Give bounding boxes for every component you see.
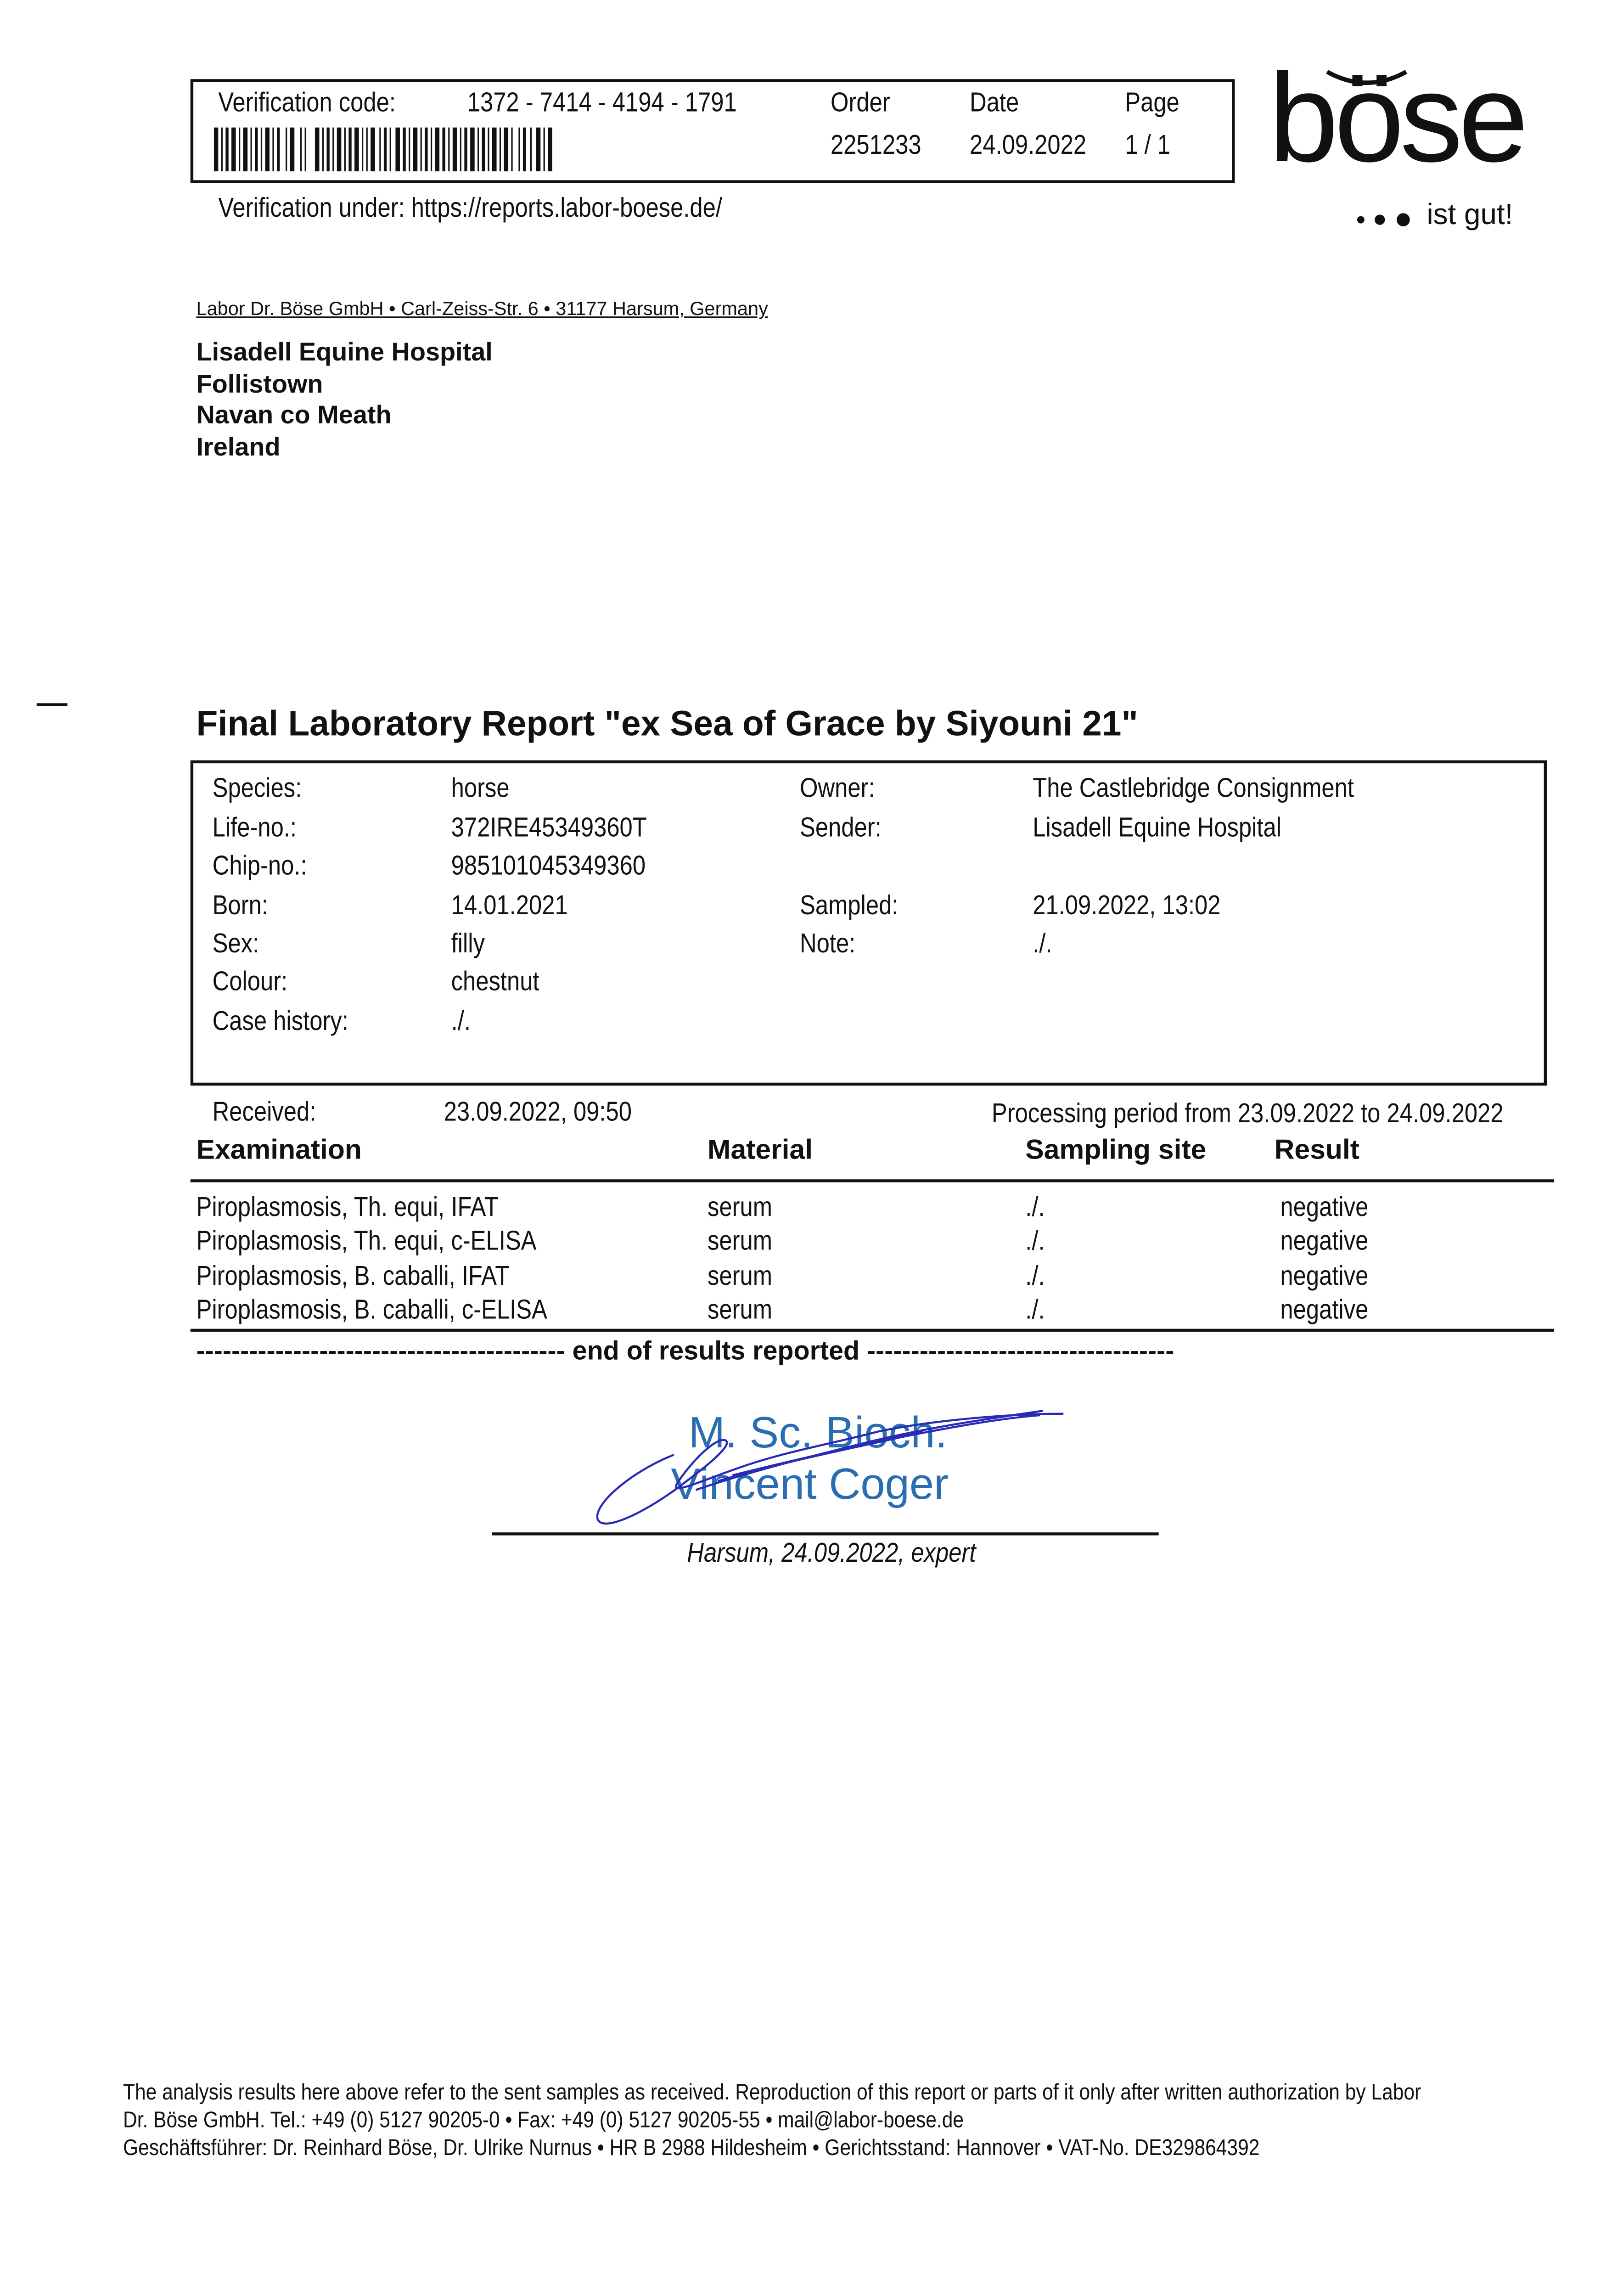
logo-dots-icon	[1355, 209, 1419, 230]
order-value: 2251233	[830, 129, 921, 160]
recipient-address-line: Navan co Meath	[196, 400, 392, 429]
recipient-name: Lisadell Equine Hospital	[196, 337, 493, 366]
note-value: ./.	[1033, 927, 1052, 958]
column-header-result: Result	[1274, 1135, 1359, 1166]
order-label: Order	[830, 86, 890, 118]
born-label: Born:	[212, 889, 268, 920]
sampled-label: Sampled:	[799, 889, 899, 920]
signature-line	[492, 1532, 1159, 1535]
species-value: horse	[451, 772, 510, 803]
column-header-sampling-site: Sampling site	[1025, 1135, 1207, 1166]
case-history-label: Case history:	[212, 1005, 348, 1036]
verification-code: 1372 - 7414 - 4194 - 1791	[467, 86, 737, 118]
signature-stamp-line: Vincent Coger	[671, 1459, 949, 1508]
sampling-site-cell: ./.	[1025, 1225, 1045, 1256]
life-no-label: Life-no.:	[212, 811, 297, 843]
material-cell: serum	[707, 1225, 773, 1256]
sampling-site-cell: ./.	[1025, 1260, 1045, 1291]
colour-value: chestnut	[451, 965, 539, 996]
result-cell: negative	[1280, 1225, 1369, 1256]
sex-value: filly	[451, 927, 485, 958]
processing-period: Processing period from 23.09.2022 to 24.09.2022	[991, 1097, 1504, 1128]
animal-info-box	[191, 760, 1547, 1086]
born-value: 14.01.2021	[451, 889, 568, 920]
signature-caption: Harsum, 24.09.2022, expert	[687, 1536, 976, 1568]
signature-block	[586, 1399, 1084, 1538]
sender-value: Lisadell Equine Hospital	[1033, 811, 1282, 843]
verification-url: Verification under: https://reports.labor-boese.de/	[218, 191, 722, 223]
table-bottom-rule	[191, 1329, 1554, 1332]
examination-cell: Piroplasmosis, B. caballi, IFAT	[196, 1260, 510, 1291]
date-label: Date	[970, 86, 1019, 118]
result-cell: negative	[1280, 1294, 1369, 1325]
footer-line: Dr. Böse GmbH. Tel.: +49 (0) 5127 90205-0 • Fax: +49 (0) 5127 90205-55 • mail@labor-boese.de	[123, 2108, 964, 2133]
end-of-results-marker: ------------------------------------------ end of results reported -----------------------------------	[196, 1336, 1174, 1366]
signature-stamp-line: M. Sc. Bioch.	[688, 1408, 948, 1458]
logo-tagline: ist gut!	[1426, 199, 1513, 232]
colour-label: Colour:	[212, 965, 288, 996]
species-label: Species:	[212, 772, 302, 803]
sampling-site-cell: ./.	[1025, 1294, 1045, 1325]
material-cell: serum	[707, 1191, 773, 1222]
owner-value: The Castlebridge Consignment	[1033, 772, 1354, 803]
verification-label: Verification code:	[218, 86, 396, 118]
recipient-address-line: Follistown	[196, 369, 323, 399]
life-no-value: 372IRE45349360T	[451, 811, 647, 843]
received-value: 23.09.2022, 09:50	[444, 1096, 632, 1127]
page-value: 1 / 1	[1125, 129, 1171, 160]
fold-mark	[37, 703, 67, 706]
company-logo-wordmark: böse	[1268, 48, 1524, 189]
barcode	[214, 128, 554, 172]
sampled-value: 21.09.2022, 13:02	[1033, 889, 1221, 920]
footer-line: The analysis results here above refer to the sent samples as received. Reproduction of this report or parts of it only after written authorization by Labor	[123, 2080, 1421, 2105]
examination-cell: Piroplasmosis, Th. equi, c-ELISA	[196, 1225, 537, 1256]
examination-cell: Piroplasmosis, B. caballi, c-ELISA	[196, 1294, 548, 1325]
chip-no-label: Chip-no.:	[212, 850, 307, 881]
owner-label: Owner:	[799, 772, 875, 803]
footer-line: Geschäftsführer: Dr. Reinhard Böse, Dr. Ulrike Nurnus • HR B 2988 Hildesheim • Gerichtsstand: Hannover • VAT-No. DE329864392	[123, 2136, 1260, 2161]
recipient-country: Ireland	[196, 432, 281, 461]
case-history-value: ./.	[451, 1005, 471, 1036]
sender-return-address: Labor Dr. Böse GmbH • Carl-Zeiss-Str. 6 • 31177 Harsum, Germany	[196, 297, 768, 320]
table-header-rule	[191, 1179, 1554, 1182]
column-header-material: Material	[707, 1135, 813, 1166]
date-value: 24.09.2022	[970, 129, 1087, 160]
examination-cell: Piroplasmosis, Th. equi, IFAT	[196, 1191, 499, 1222]
chip-no-value: 985101045349360	[451, 850, 646, 881]
sender-label: Sender:	[799, 811, 882, 843]
material-cell: serum	[707, 1260, 773, 1291]
sampling-site-cell: ./.	[1025, 1191, 1045, 1222]
received-label: Received:	[212, 1096, 316, 1127]
result-cell: negative	[1280, 1191, 1369, 1222]
note-label: Note:	[799, 927, 856, 958]
page-label: Page	[1125, 86, 1179, 118]
material-cell: serum	[707, 1294, 773, 1325]
result-cell: negative	[1280, 1260, 1369, 1291]
column-header-examination: Examination	[196, 1135, 362, 1166]
report-title: Final Laboratory Report "ex Sea of Grace by Siyouni 21"	[196, 704, 1138, 744]
sex-label: Sex:	[212, 927, 259, 958]
